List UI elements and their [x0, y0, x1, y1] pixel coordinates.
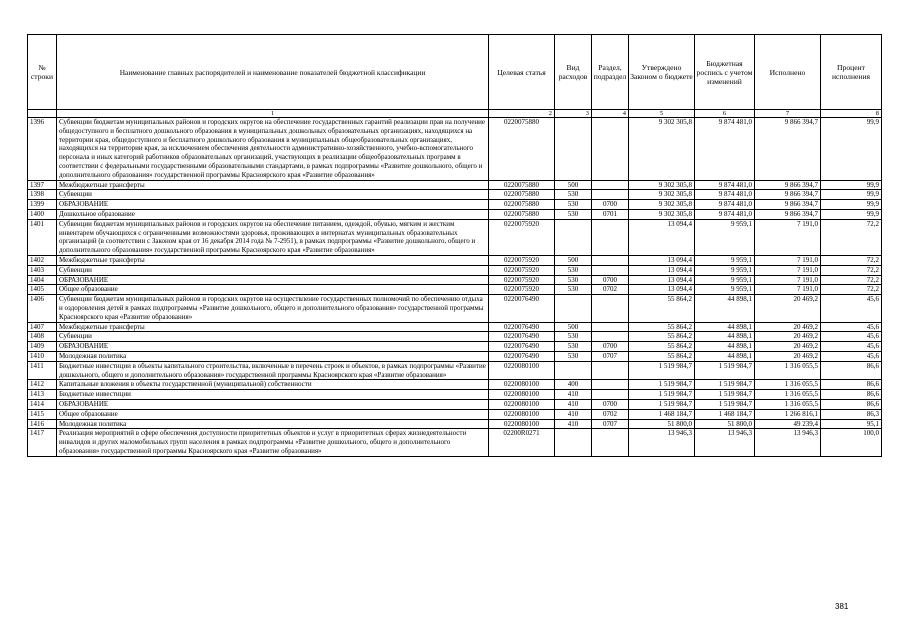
row-percent: 99,9 [821, 209, 882, 219]
row-approved: 55 864,2 [629, 332, 695, 342]
row-number: 1397 [28, 180, 57, 190]
row-executed: 20 469,2 [755, 351, 821, 361]
row-budget-schedule: 51 800,0 [695, 419, 755, 429]
row-name: Реализация мероприятий в сфере обеспечения доступности приоритетных объектов и услуг в приоритетных сферах жизнедеятельности инвалидов и других маломобильных групп населения в рамках подпрограммы «Развитие дошкольного, общего и дополнительного образования» государственной программы Красноярского края «Развитие образования» [57, 429, 489, 456]
header-budget-schedule: Бюджетная роспись с учетом изменений [695, 35, 755, 110]
row-approved: 55 864,2 [629, 295, 695, 322]
row-approved: 51 800,0 [629, 419, 695, 429]
row-section [592, 255, 629, 265]
row-budget-schedule: 9 959,1 [695, 275, 755, 285]
row-section [592, 265, 629, 275]
row-target-article: 0220080100 [489, 399, 555, 409]
column-number: 6 [695, 110, 755, 118]
row-section: 0702 [592, 285, 629, 295]
row-target-article: 0220075920 [489, 255, 555, 265]
row-section: 0700 [592, 275, 629, 285]
row-number: 1408 [28, 332, 57, 342]
row-budget-schedule: 1 519 984,7 [695, 380, 755, 390]
row-executed: 7 191,0 [755, 219, 821, 255]
row-approved: 9 302 305,8 [629, 190, 695, 200]
table-row [28, 275, 882, 285]
table-row [28, 219, 882, 255]
row-executed: 20 469,2 [755, 332, 821, 342]
row-executed: 7 191,0 [755, 285, 821, 295]
page-number: 381 [835, 602, 849, 611]
row-budget-schedule: 9 874 481,0 [695, 118, 755, 181]
row-number: 1407 [28, 322, 57, 332]
row-approved: 1 519 984,7 [629, 380, 695, 390]
row-number: 1410 [28, 351, 57, 361]
row-section [592, 295, 629, 322]
row-budget-schedule: 9 874 481,0 [695, 190, 755, 200]
row-target-article: 0220076490 [489, 332, 555, 342]
budget-table-page [27, 34, 881, 457]
row-executed: 9 866 394,7 [755, 209, 821, 219]
row-approved: 9 302 305,8 [629, 209, 695, 219]
row-executed: 20 469,2 [755, 342, 821, 352]
row-section: 0707 [592, 351, 629, 361]
row-approved: 13 094,4 [629, 275, 695, 285]
row-expense-type: 500 [555, 255, 592, 265]
row-section [592, 219, 629, 255]
column-number: 3 [555, 110, 592, 118]
row-budget-schedule: 1 519 984,7 [695, 361, 755, 380]
row-target-article: 02200R0271 [489, 429, 555, 456]
row-budget-schedule: 44 898,1 [695, 342, 755, 352]
row-executed: 7 191,0 [755, 265, 821, 275]
row-number: 1396 [28, 118, 57, 181]
row-budget-schedule: 9 959,1 [695, 285, 755, 295]
row-section [592, 332, 629, 342]
row-approved: 1 519 984,7 [629, 399, 695, 409]
table-row [28, 351, 882, 361]
row-section: 0700 [592, 342, 629, 352]
row-number: 1404 [28, 275, 57, 285]
column-number: 1 [57, 110, 489, 118]
row-name: ОБРАЗОВАНИЕ [57, 200, 489, 210]
table-body [28, 118, 882, 457]
row-executed: 7 191,0 [755, 275, 821, 285]
row-number: 1416 [28, 419, 57, 429]
row-section [592, 429, 629, 456]
row-number: 1417 [28, 429, 57, 456]
row-percent: 45,6 [821, 342, 882, 352]
row-budget-schedule: 9 874 481,0 [695, 209, 755, 219]
row-percent: 99,9 [821, 180, 882, 190]
row-percent: 72,2 [821, 265, 882, 275]
table-row [28, 180, 882, 190]
row-approved: 9 302 305,8 [629, 180, 695, 190]
row-target-article: 0220076490 [489, 351, 555, 361]
row-target-article: 0220075880 [489, 180, 555, 190]
row-target-article: 0220076490 [489, 342, 555, 352]
row-number: 1399 [28, 200, 57, 210]
header-row-number: № строки [28, 35, 57, 110]
column-number [28, 110, 57, 118]
row-number: 1400 [28, 209, 57, 219]
row-expense-type: 410 [555, 390, 592, 400]
header-percent: Процент исполнения [821, 35, 882, 110]
row-target-article: 0220075920 [489, 275, 555, 285]
row-executed: 7 191,0 [755, 255, 821, 265]
row-name: Бюджетные инвестиции [57, 390, 489, 400]
row-budget-schedule: 13 946,3 [695, 429, 755, 456]
table-row [28, 190, 882, 200]
row-section [592, 180, 629, 190]
row-percent: 86,3 [821, 409, 882, 419]
row-approved: 1 519 984,7 [629, 361, 695, 380]
row-expense-type: 530 [555, 351, 592, 361]
row-executed: 1 316 055,5 [755, 390, 821, 400]
row-expense-type [555, 118, 592, 181]
row-expense-type: 530 [555, 209, 592, 219]
row-name: Субвенции [57, 265, 489, 275]
budget-execution-table [27, 34, 882, 457]
row-name: Межбюджетные трансферты [57, 255, 489, 265]
row-number: 1403 [28, 265, 57, 275]
row-budget-schedule: 44 898,1 [695, 322, 755, 332]
row-approved: 13 094,4 [629, 285, 695, 295]
table-row [28, 429, 882, 456]
row-number: 1398 [28, 190, 57, 200]
row-name: Субвенции бюджетам муниципальных районов и городских округов на осуществление государственных полномочий по обеспечению отдыха и оздоровления детей в рамках подпрограммы «Развитие дошкольного, общего и дополнительного образования» государственной программы Красноярского края «Развитие образования» [57, 295, 489, 322]
table-row [28, 265, 882, 275]
row-expense-type [555, 295, 592, 322]
row-percent: 45,6 [821, 332, 882, 342]
row-target-article: 0220075880 [489, 190, 555, 200]
table-row [28, 419, 882, 429]
row-budget-schedule: 44 898,1 [695, 351, 755, 361]
row-target-article: 0220075920 [489, 285, 555, 295]
row-expense-type: 530 [555, 342, 592, 352]
row-expense-type: 400 [555, 380, 592, 390]
row-percent: 99,9 [821, 118, 882, 181]
row-percent: 86,6 [821, 390, 882, 400]
row-expense-type: 530 [555, 190, 592, 200]
row-target-article: 0220075880 [489, 200, 555, 210]
row-expense-type: 500 [555, 322, 592, 332]
row-executed: 1 316 055,5 [755, 361, 821, 380]
row-target-article: 0220080100 [489, 409, 555, 419]
row-budget-schedule: 9 959,1 [695, 255, 755, 265]
row-percent: 100,0 [821, 429, 882, 456]
row-budget-schedule: 9 959,1 [695, 219, 755, 255]
row-percent: 72,2 [821, 255, 882, 265]
row-name: Капитальные вложения в объекты государственной (муниципальной) собственности [57, 380, 489, 390]
row-section [592, 322, 629, 332]
row-budget-schedule: 9 874 481,0 [695, 200, 755, 210]
row-target-article: 0220080100 [489, 390, 555, 400]
row-target-article: 0220075920 [489, 265, 555, 275]
row-section: 0707 [592, 419, 629, 429]
header-section: Раздел, подраздел [592, 35, 629, 110]
table-row [28, 361, 882, 380]
row-name: Субвенции бюджетам муниципальных районов и городских округов на обеспечение питанием, одеждой, обувью, мягким и жестким инвентарем обучающихся с ограниченными возможностями здоровья, проживающих в интернатах муниципальных образовательных организаций (в соответствии с Законом края от 16 декабря 2014 года № 7-2951), в рамках подпрограммы «Развитие дошкольного, общего и дополнительного образования» государственной программы Красноярского края «Развитие образования» [57, 219, 489, 255]
row-section: 0700 [592, 399, 629, 409]
row-section [592, 361, 629, 380]
row-percent: 72,2 [821, 219, 882, 255]
row-name: Бюджетные инвестиции в объекты капитального строительства, включенные в перечень строек и объектов, в рамках подпрограммы «Развитие дошкольного, общего и дополнительного образования» государственной программы Красноярского края «Развитие образования» [57, 361, 489, 380]
row-budget-schedule: 9 959,1 [695, 265, 755, 275]
row-percent: 72,2 [821, 285, 882, 295]
row-approved: 55 864,2 [629, 351, 695, 361]
table-row [28, 285, 882, 295]
row-approved: 13 946,3 [629, 429, 695, 456]
row-executed: 9 866 394,7 [755, 190, 821, 200]
row-number: 1415 [28, 409, 57, 419]
row-number: 1409 [28, 342, 57, 352]
row-approved: 55 864,2 [629, 342, 695, 352]
row-name: Субвенции [57, 332, 489, 342]
row-executed: 1 316 055,5 [755, 399, 821, 409]
row-expense-type: 530 [555, 265, 592, 275]
row-approved: 9 302 305,8 [629, 200, 695, 210]
row-number: 1411 [28, 361, 57, 380]
row-target-article: 0220076490 [489, 322, 555, 332]
row-approved: 55 864,2 [629, 322, 695, 332]
row-budget-schedule: 1 519 984,7 [695, 390, 755, 400]
table-row [28, 295, 882, 322]
row-approved: 1 468 184,7 [629, 409, 695, 419]
row-budget-schedule: 44 898,1 [695, 332, 755, 342]
row-budget-schedule: 1 519 984,7 [695, 399, 755, 409]
row-expense-type: 530 [555, 275, 592, 285]
row-number: 1413 [28, 390, 57, 400]
row-name: Дошкольное образование [57, 209, 489, 219]
row-target-article: 0220080100 [489, 419, 555, 429]
row-executed: 20 469,2 [755, 322, 821, 332]
column-number: 8 [821, 110, 882, 118]
row-expense-type: 500 [555, 180, 592, 190]
row-budget-schedule: 9 874 481,0 [695, 180, 755, 190]
header-name: Наименование главных распорядителей и наименование показателей бюджетной классификации [57, 35, 489, 110]
row-expense-type [555, 361, 592, 380]
column-number: 5 [629, 110, 695, 118]
row-executed: 13 946,3 [755, 429, 821, 456]
row-expense-type [555, 429, 592, 456]
column-number: 7 [755, 110, 821, 118]
row-target-article: 0220076490 [489, 295, 555, 322]
column-number: 4 [592, 110, 629, 118]
row-expense-type: 410 [555, 419, 592, 429]
table-row [28, 209, 882, 219]
row-expense-type: 530 [555, 332, 592, 342]
row-name: ОБРАЗОВАНИЕ [57, 275, 489, 285]
table-row [28, 390, 882, 400]
table-row [28, 118, 882, 181]
header-executed: Исполнено [755, 35, 821, 110]
row-budget-schedule: 44 898,1 [695, 295, 755, 322]
column-number-row [28, 110, 882, 118]
table-row [28, 200, 882, 210]
row-section: 0701 [592, 209, 629, 219]
row-expense-type: 530 [555, 200, 592, 210]
table-row [28, 342, 882, 352]
row-percent: 99,9 [821, 190, 882, 200]
row-section: 0702 [592, 409, 629, 419]
row-percent: 86,6 [821, 399, 882, 409]
header-row [28, 35, 882, 110]
row-section: 0700 [592, 200, 629, 210]
row-percent: 86,6 [821, 380, 882, 390]
row-name: Общее образование [57, 285, 489, 295]
row-target-article: 0220075880 [489, 209, 555, 219]
table-row [28, 322, 882, 332]
row-executed: 9 866 394,7 [755, 200, 821, 210]
row-number: 1414 [28, 399, 57, 409]
row-executed: 9 866 394,7 [755, 180, 821, 190]
row-percent: 99,9 [821, 200, 882, 210]
row-name: Субвенции [57, 190, 489, 200]
row-section [592, 190, 629, 200]
row-target-article: 0220075920 [489, 219, 555, 255]
row-number: 1405 [28, 285, 57, 295]
row-approved: 1 519 984,7 [629, 390, 695, 400]
row-target-article: 0220075880 [489, 118, 555, 181]
header-expense-type: Вид расходов [555, 35, 592, 110]
row-expense-type [555, 219, 592, 255]
row-name: ОБРАЗОВАНИЕ [57, 399, 489, 409]
row-expense-type: 530 [555, 285, 592, 295]
row-name: Межбюджетные трансферты [57, 180, 489, 190]
row-executed: 9 866 394,7 [755, 118, 821, 181]
row-percent: 45,6 [821, 322, 882, 332]
column-number: 2 [489, 110, 555, 118]
row-approved: 13 094,4 [629, 265, 695, 275]
row-name: Субвенции бюджетам муниципальных районов и городских округов на обеспечение государственных гарантий реализации прав на получение общедоступного и бесплатного дошкольного образования в муниципальных дошкольных образовательных организациях, находящихся на территории края, общедоступного и бесплатного дошкольного образования в муниципальных общеобразовательных организациях, находящихся на территории края, за исключением обеспечения деятельности административно-хозяйственного, учебно-вспомогательного персонала и иных категорий работников образовательных организаций, участвующих в реализации общеобразовательных программ в соответствии с федеральными государственными образовательными стандартами, в рамках подпрограммы «Развитие дошкольного, общего и дополнительного образования» государственной программы Красноярского края «Развитие образования» [57, 118, 489, 181]
row-percent: 72,2 [821, 275, 882, 285]
row-section [592, 390, 629, 400]
row-percent: 86,6 [821, 361, 882, 380]
row-name: Молодежная политика [57, 419, 489, 429]
table-row [28, 409, 882, 419]
row-executed: 20 469,2 [755, 295, 821, 322]
row-percent: 45,6 [821, 351, 882, 361]
row-target-article: 0220080100 [489, 361, 555, 380]
row-approved: 13 094,4 [629, 219, 695, 255]
row-expense-type: 410 [555, 399, 592, 409]
row-percent: 45,6 [821, 295, 882, 322]
row-number: 1406 [28, 295, 57, 322]
row-section [592, 118, 629, 181]
row-approved: 13 094,4 [629, 255, 695, 265]
table-row [28, 332, 882, 342]
row-name: Межбюджетные трансферты [57, 322, 489, 332]
row-target-article: 0220080100 [489, 380, 555, 390]
row-number: 1402 [28, 255, 57, 265]
header-approved: Утверждено Законом о бюджете [629, 35, 695, 110]
table-row [28, 255, 882, 265]
row-expense-type: 410 [555, 409, 592, 419]
table-row [28, 399, 882, 409]
header-target-article: Целевая статья [489, 35, 555, 110]
row-executed: 1 316 055,5 [755, 380, 821, 390]
row-budget-schedule: 1 468 184,7 [695, 409, 755, 419]
row-name: Общее образование [57, 409, 489, 419]
table-row [28, 380, 882, 390]
row-number: 1401 [28, 219, 57, 255]
row-name: Молодежная политика [57, 351, 489, 361]
row-approved: 9 302 305,8 [629, 118, 695, 181]
row-executed: 1 266 816,1 [755, 409, 821, 419]
row-number: 1412 [28, 380, 57, 390]
row-executed: 49 239,4 [755, 419, 821, 429]
row-percent: 95,1 [821, 419, 882, 429]
row-section [592, 380, 629, 390]
row-name: ОБРАЗОВАНИЕ [57, 342, 489, 352]
